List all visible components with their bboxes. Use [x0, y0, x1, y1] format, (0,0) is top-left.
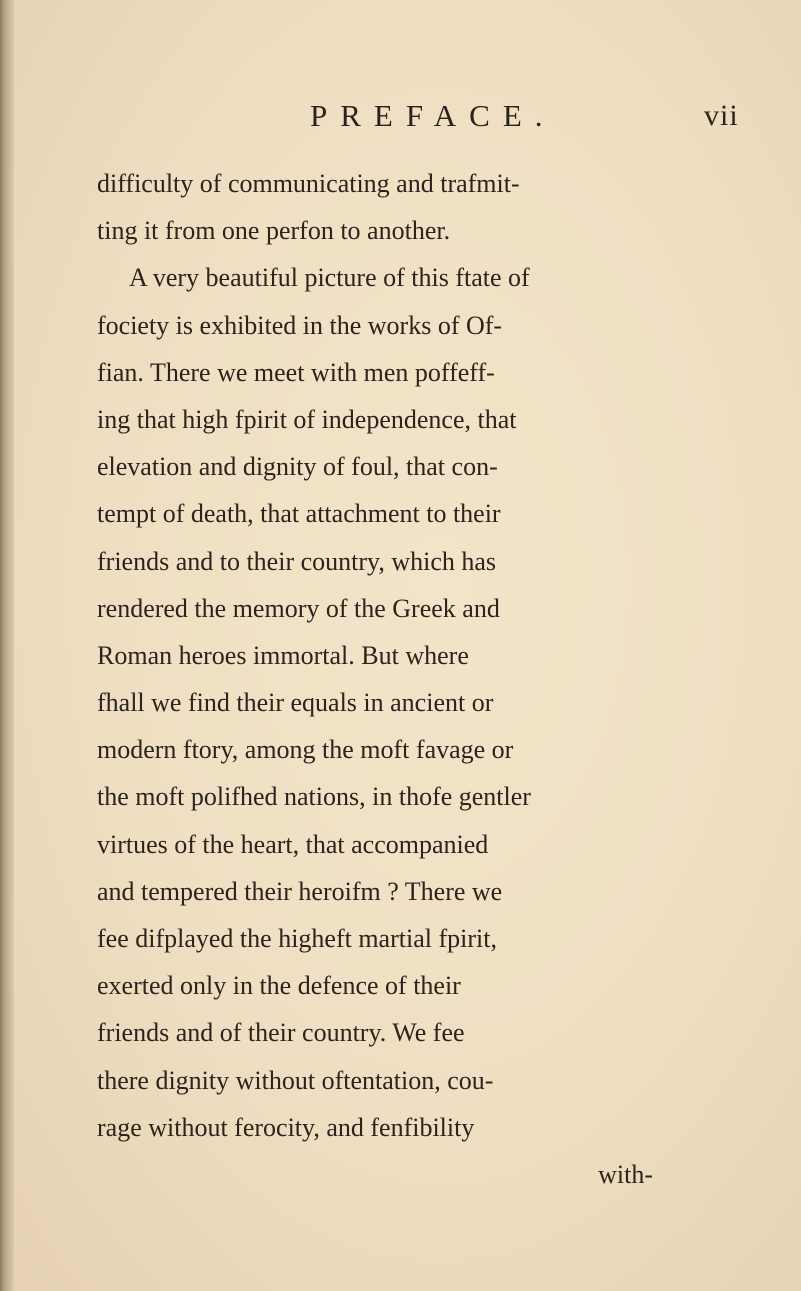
text-line: rage without ferocity, and fenfibility	[97, 1112, 475, 1142]
text-line: the moft polifhed nations, in thofe gentler	[97, 782, 531, 812]
text-line: friends and of their country. We fee	[97, 1018, 465, 1048]
text-line: rendered the memory of the Greek and	[97, 593, 500, 623]
text-line: friends and to their country, which has	[97, 546, 497, 576]
text-line: exerted only in the defence of their	[97, 971, 461, 1001]
running-title: PREFACE.	[310, 98, 556, 133]
text-line: fociety is exhibited in the works of Of-	[97, 310, 503, 340]
catchword: with-	[598, 1159, 653, 1189]
text-line: modern ftory, among the moft favage or	[97, 735, 514, 765]
body-text	[97, 160, 657, 1198]
paragraph-start-line: A very beautiful picture of this ftate of	[129, 263, 530, 293]
text-line: virtues of the heart, that accompanied	[97, 829, 489, 859]
text-line: ing that high fpirit of independence, that	[97, 404, 517, 434]
running-header	[0, 94, 801, 138]
page-binding-edge	[0, 0, 14, 1291]
text-line: fian. There we meet with men poffeff-	[97, 357, 495, 387]
text-line: fhall we find their equals in ancient or	[97, 688, 494, 718]
text-line: and tempered their heroifm ? There we	[97, 876, 503, 906]
text-line: tempt of death, that attachment to their	[97, 499, 501, 529]
page-number: vii	[704, 99, 739, 132]
text-line: there dignity without oftentation, cou-	[97, 1065, 494, 1095]
text-line: ting it from one perfon to another.	[97, 216, 451, 246]
text-line: elevation and dignity of foul, that con-	[97, 452, 498, 482]
text-line: difficulty of communicating and trafmit-	[97, 169, 520, 198]
text-line: fee difplayed the higheft martial fpirit,	[97, 924, 497, 953]
text-line: Roman heroes immortal. But where	[97, 640, 469, 670]
